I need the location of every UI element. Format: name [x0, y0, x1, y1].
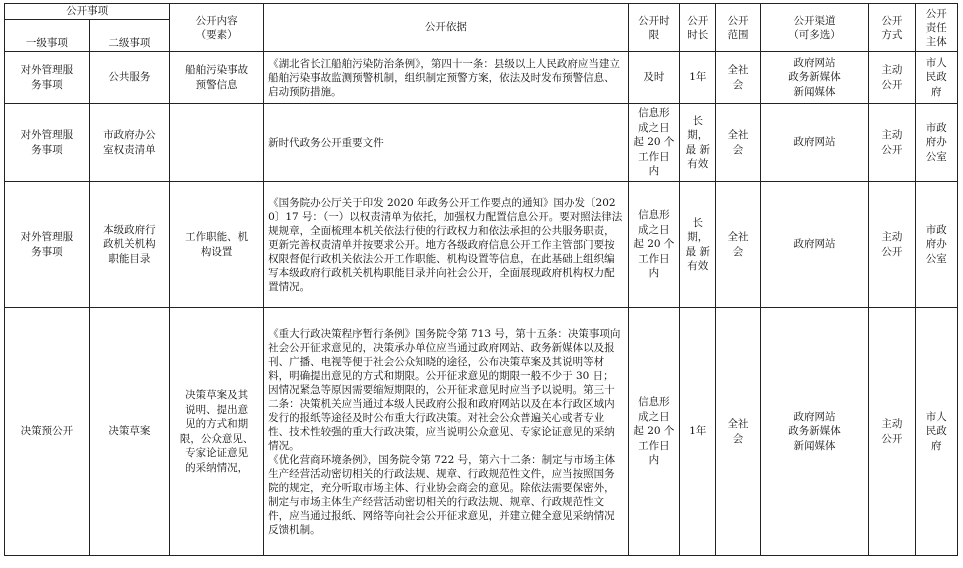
cell-duration — [680, 104, 716, 182]
cell-line: 政机关机构 — [103, 238, 156, 251]
cell-basis — [264, 308, 628, 556]
cell-line: 新闻媒体 — [793, 439, 836, 452]
header-method: 公开 方式 — [869, 4, 915, 52]
header-basis: 公开依据 — [264, 4, 628, 52]
cell-level1 — [5, 182, 90, 308]
cell-scope — [716, 104, 760, 182]
cell-line: 工作日 — [638, 252, 670, 265]
cell-line: 会 — [732, 143, 744, 156]
cell-line: 最 新 — [685, 143, 710, 156]
cell-line: 信息形 — [638, 209, 670, 222]
cell-channel — [760, 308, 868, 556]
cell-content — [170, 104, 264, 182]
cell-line: 市政府办公 — [103, 129, 156, 141]
cell-line: 民政 — [925, 71, 947, 84]
cell-line: 起 20 个 — [633, 238, 675, 251]
cell-line: 及时 — [643, 71, 665, 84]
cell-scope — [716, 308, 760, 556]
cell-method — [869, 182, 915, 308]
header-level2: 二级事项 — [89, 20, 170, 52]
cell-line: 见的方式和期 — [185, 418, 249, 430]
cell-time-limit — [628, 308, 680, 556]
cell-method — [869, 104, 915, 182]
cell-line: 限，公众意见、 — [179, 432, 254, 445]
cell-channel — [760, 104, 868, 182]
basis-paragraph: 《优化营商环境条例》，国务院令第 722 号，第六十二条：制定与市场主体生产经营活动密切相关的行政法规、规章、行政规范性文件，应当按照国务院的规定，充分听取市场主体、行业协会商会的意见。除依法需要保密外，制定与市场主体生产经营活动密切相关的行政法规、规章、行政规范性文件，应当通过报纸、网络等向社会公开征求意见，并建立健全意见采纳情况反馈机制。 — [268, 453, 616, 536]
table-row — [5, 52, 958, 104]
cell-line: 预警信息 — [195, 78, 238, 91]
header-channel: 公开渠道 （可多选） — [760, 4, 868, 52]
cell-content — [170, 308, 264, 556]
cell-line: 府 — [931, 439, 942, 452]
cell-line: 有效 — [687, 158, 709, 170]
cell-line: 务事项 — [31, 245, 63, 258]
cell-time-limit — [628, 52, 680, 104]
cell-line: 务事项 — [31, 143, 63, 156]
cell-level2 — [89, 182, 170, 308]
cell-line: 公室 — [925, 150, 947, 163]
cell-line: 公开 — [881, 245, 903, 258]
cell-line: 民政 — [925, 425, 947, 438]
cell-line: 1年 — [689, 425, 707, 438]
cell-time-limit — [628, 104, 680, 182]
cell-level1 — [5, 52, 90, 104]
cell-line: 全社 — [727, 418, 749, 430]
cell-line: 期， — [687, 231, 709, 243]
disclosure-table — [4, 3, 958, 556]
basis-paragraph: 《重大行政决策程序暂行条例》国务院令第 713 号，第十五条：决策事项向社会公开征求意见的，决策承办单位应当通过政府网站、政务新媒体以及报刊、广播、电视等便于社会公众知晓的途径，公布决策草案及其说明等材料，明确提出意见的方式和期限。公开征求意见的期限一般不少于 30 日；因情况紧急等原因需要缩短期限的，公开征求意见时应当予以说明。第三十二条：决策机关应当通过本级人民政府公报和政府网站以及在本行政区域内发行的报纸等途径及时公布重大行政决策。对社会公众普遍关心或者专业性、技术性较强的重大行政决策，应当说明公众意见、专家论证意见的采纳情况。 — [268, 327, 621, 452]
cell-line: 构设置 — [200, 245, 233, 258]
cell-line: 内 — [648, 165, 660, 178]
cell-line: 政府网站 — [793, 238, 836, 251]
table-row — [5, 308, 958, 556]
cell-basis — [264, 104, 628, 182]
cell-line: 政务新媒体 — [788, 71, 841, 84]
cell-level2 — [89, 308, 170, 556]
cell-line: 决策预公开 — [20, 425, 74, 438]
cell-line: 府办 — [925, 136, 947, 149]
cell-line: 本级政府行 — [103, 223, 156, 236]
cell-duration — [680, 52, 716, 104]
cell-line: 有效 — [687, 260, 709, 272]
cell-line: 起 20 个 — [633, 425, 675, 438]
cell-time-limit — [628, 182, 680, 308]
cell-line: 内 — [648, 454, 660, 467]
table-row — [5, 182, 958, 308]
cell-line: 工作职能、机 — [185, 231, 249, 243]
cell-channel — [760, 52, 868, 104]
cell-level2 — [89, 104, 170, 182]
cell-line: 市政 — [925, 121, 947, 134]
header-group-title: 公开事项 — [5, 4, 170, 20]
cell-line: 的采纳情况， — [185, 461, 249, 474]
cell-line: 府办 — [925, 238, 947, 251]
cell-content — [170, 52, 264, 104]
cell-line: 政府网站 — [793, 410, 836, 423]
basis-paragraph: 《湖北省长江船舶污染防治条例》，第四十一条：县级以上人民政府应当建立船舶污染事故监测预警机制，组织制定预警方案，依法及时发布预警信息、启动预防措施。 — [268, 57, 620, 98]
table-row — [5, 104, 958, 182]
cell-line: 会 — [732, 78, 744, 91]
header-time-limit: 公开时 限 — [628, 4, 680, 52]
cell-line: 公开 — [881, 78, 903, 91]
cell-level2 — [89, 52, 170, 104]
cell-line: 主动 — [881, 129, 903, 141]
cell-line: 市人 — [925, 56, 947, 69]
header-level1: 一级事项 — [5, 20, 90, 52]
cell-line: 会 — [732, 432, 744, 445]
header-content: 公开内容 （要素） — [170, 4, 264, 52]
cell-basis — [264, 52, 628, 104]
cell-line: 市政 — [925, 223, 947, 236]
cell-subject — [915, 52, 957, 104]
cell-duration — [680, 182, 716, 308]
cell-line: 全社 — [727, 129, 749, 141]
cell-line: 对外管理服 — [20, 231, 74, 243]
header-scope: 公开 范围 — [716, 4, 760, 52]
cell-basis — [264, 182, 628, 308]
basis-paragraph: 《国务院办公厅关于印发 2020 年政务公开工作要点的通知》国办发〔2020〕17 号：（一）以权责清单为依托，加强权力配置信息公开。要对照法律法规规章，全面梳理本机关依法行使的行政权力和依法承担的公共服务职责，更新完善权责清单并按要求公开。地方各级政府信息公开工作主管部门要按权限督促行政机关依法公开工作职能、机构设置等信息，在此基础上组织编写本级政府行政机关机构职能目录并向社会公开，全面展现政府机构权力配置情况。 — [268, 196, 623, 293]
cell-line: 1年 — [689, 71, 707, 84]
cell-duration — [680, 308, 716, 556]
cell-subject — [915, 182, 957, 308]
cell-line: 对外管理服 — [20, 64, 74, 76]
cell-line: 长 — [692, 114, 704, 127]
cell-line: 成之日 — [638, 121, 670, 134]
cell-method — [869, 52, 915, 104]
cell-line: 工作日 — [638, 150, 670, 163]
cell-line: 专家论证意见 — [185, 447, 249, 459]
cell-line: 工作日 — [638, 439, 670, 452]
cell-line: 市人 — [925, 410, 947, 423]
cell-scope — [716, 52, 760, 104]
cell-level1 — [5, 104, 90, 182]
cell-line: 公开 — [881, 143, 903, 156]
cell-line: 对外管理服 — [20, 129, 74, 141]
cell-channel — [760, 182, 868, 308]
cell-line: 主动 — [881, 64, 903, 76]
cell-line: 决策草案 — [108, 425, 151, 438]
cell-line: 内 — [648, 267, 660, 280]
cell-line: 府 — [931, 85, 942, 98]
cell-method — [869, 308, 915, 556]
cell-line: 会 — [732, 245, 744, 258]
cell-line: 最 新 — [685, 245, 710, 258]
cell-line: 信息形 — [638, 396, 670, 409]
cell-content — [170, 182, 264, 308]
header-subject: 公开 责任 主体 — [915, 4, 957, 52]
cell-line: 期， — [687, 129, 709, 141]
cell-line: 主动 — [881, 418, 903, 430]
cell-line: 主动 — [881, 231, 903, 243]
cell-line: 职能目录 — [108, 252, 151, 265]
cell-line: 说明、提出意 — [185, 403, 249, 416]
cell-line: 公室 — [925, 252, 947, 265]
cell-line: 室权责清单 — [103, 143, 156, 156]
cell-line: 公开 — [881, 432, 903, 445]
cell-line: 务事项 — [31, 78, 63, 91]
cell-line: 信息形 — [638, 107, 670, 120]
cell-subject — [915, 104, 957, 182]
basis-paragraph: 新时代政务公开重要文件 — [268, 136, 384, 149]
cell-line: 长 — [692, 216, 704, 229]
cell-line: 起 20 个 — [633, 136, 675, 149]
cell-level1 — [5, 308, 90, 556]
cell-line: 政府网站 — [793, 56, 836, 69]
cell-line: 成之日 — [638, 223, 670, 236]
cell-line: 新闻媒体 — [793, 85, 836, 98]
cell-line: 决策草案及其 — [185, 389, 249, 401]
cell-line: 全社 — [727, 64, 749, 76]
cell-scope — [716, 182, 760, 308]
cell-line: 船舶污染事故 — [185, 64, 249, 76]
cell-line: 成之日 — [638, 410, 670, 423]
cell-line: 政府网站 — [793, 136, 836, 149]
cell-line: 全社 — [727, 231, 749, 243]
header-duration: 公开 时长 — [680, 4, 716, 52]
cell-line: 政务新媒体 — [788, 425, 841, 438]
cell-subject — [915, 308, 957, 556]
cell-line: 公共服务 — [108, 71, 151, 84]
